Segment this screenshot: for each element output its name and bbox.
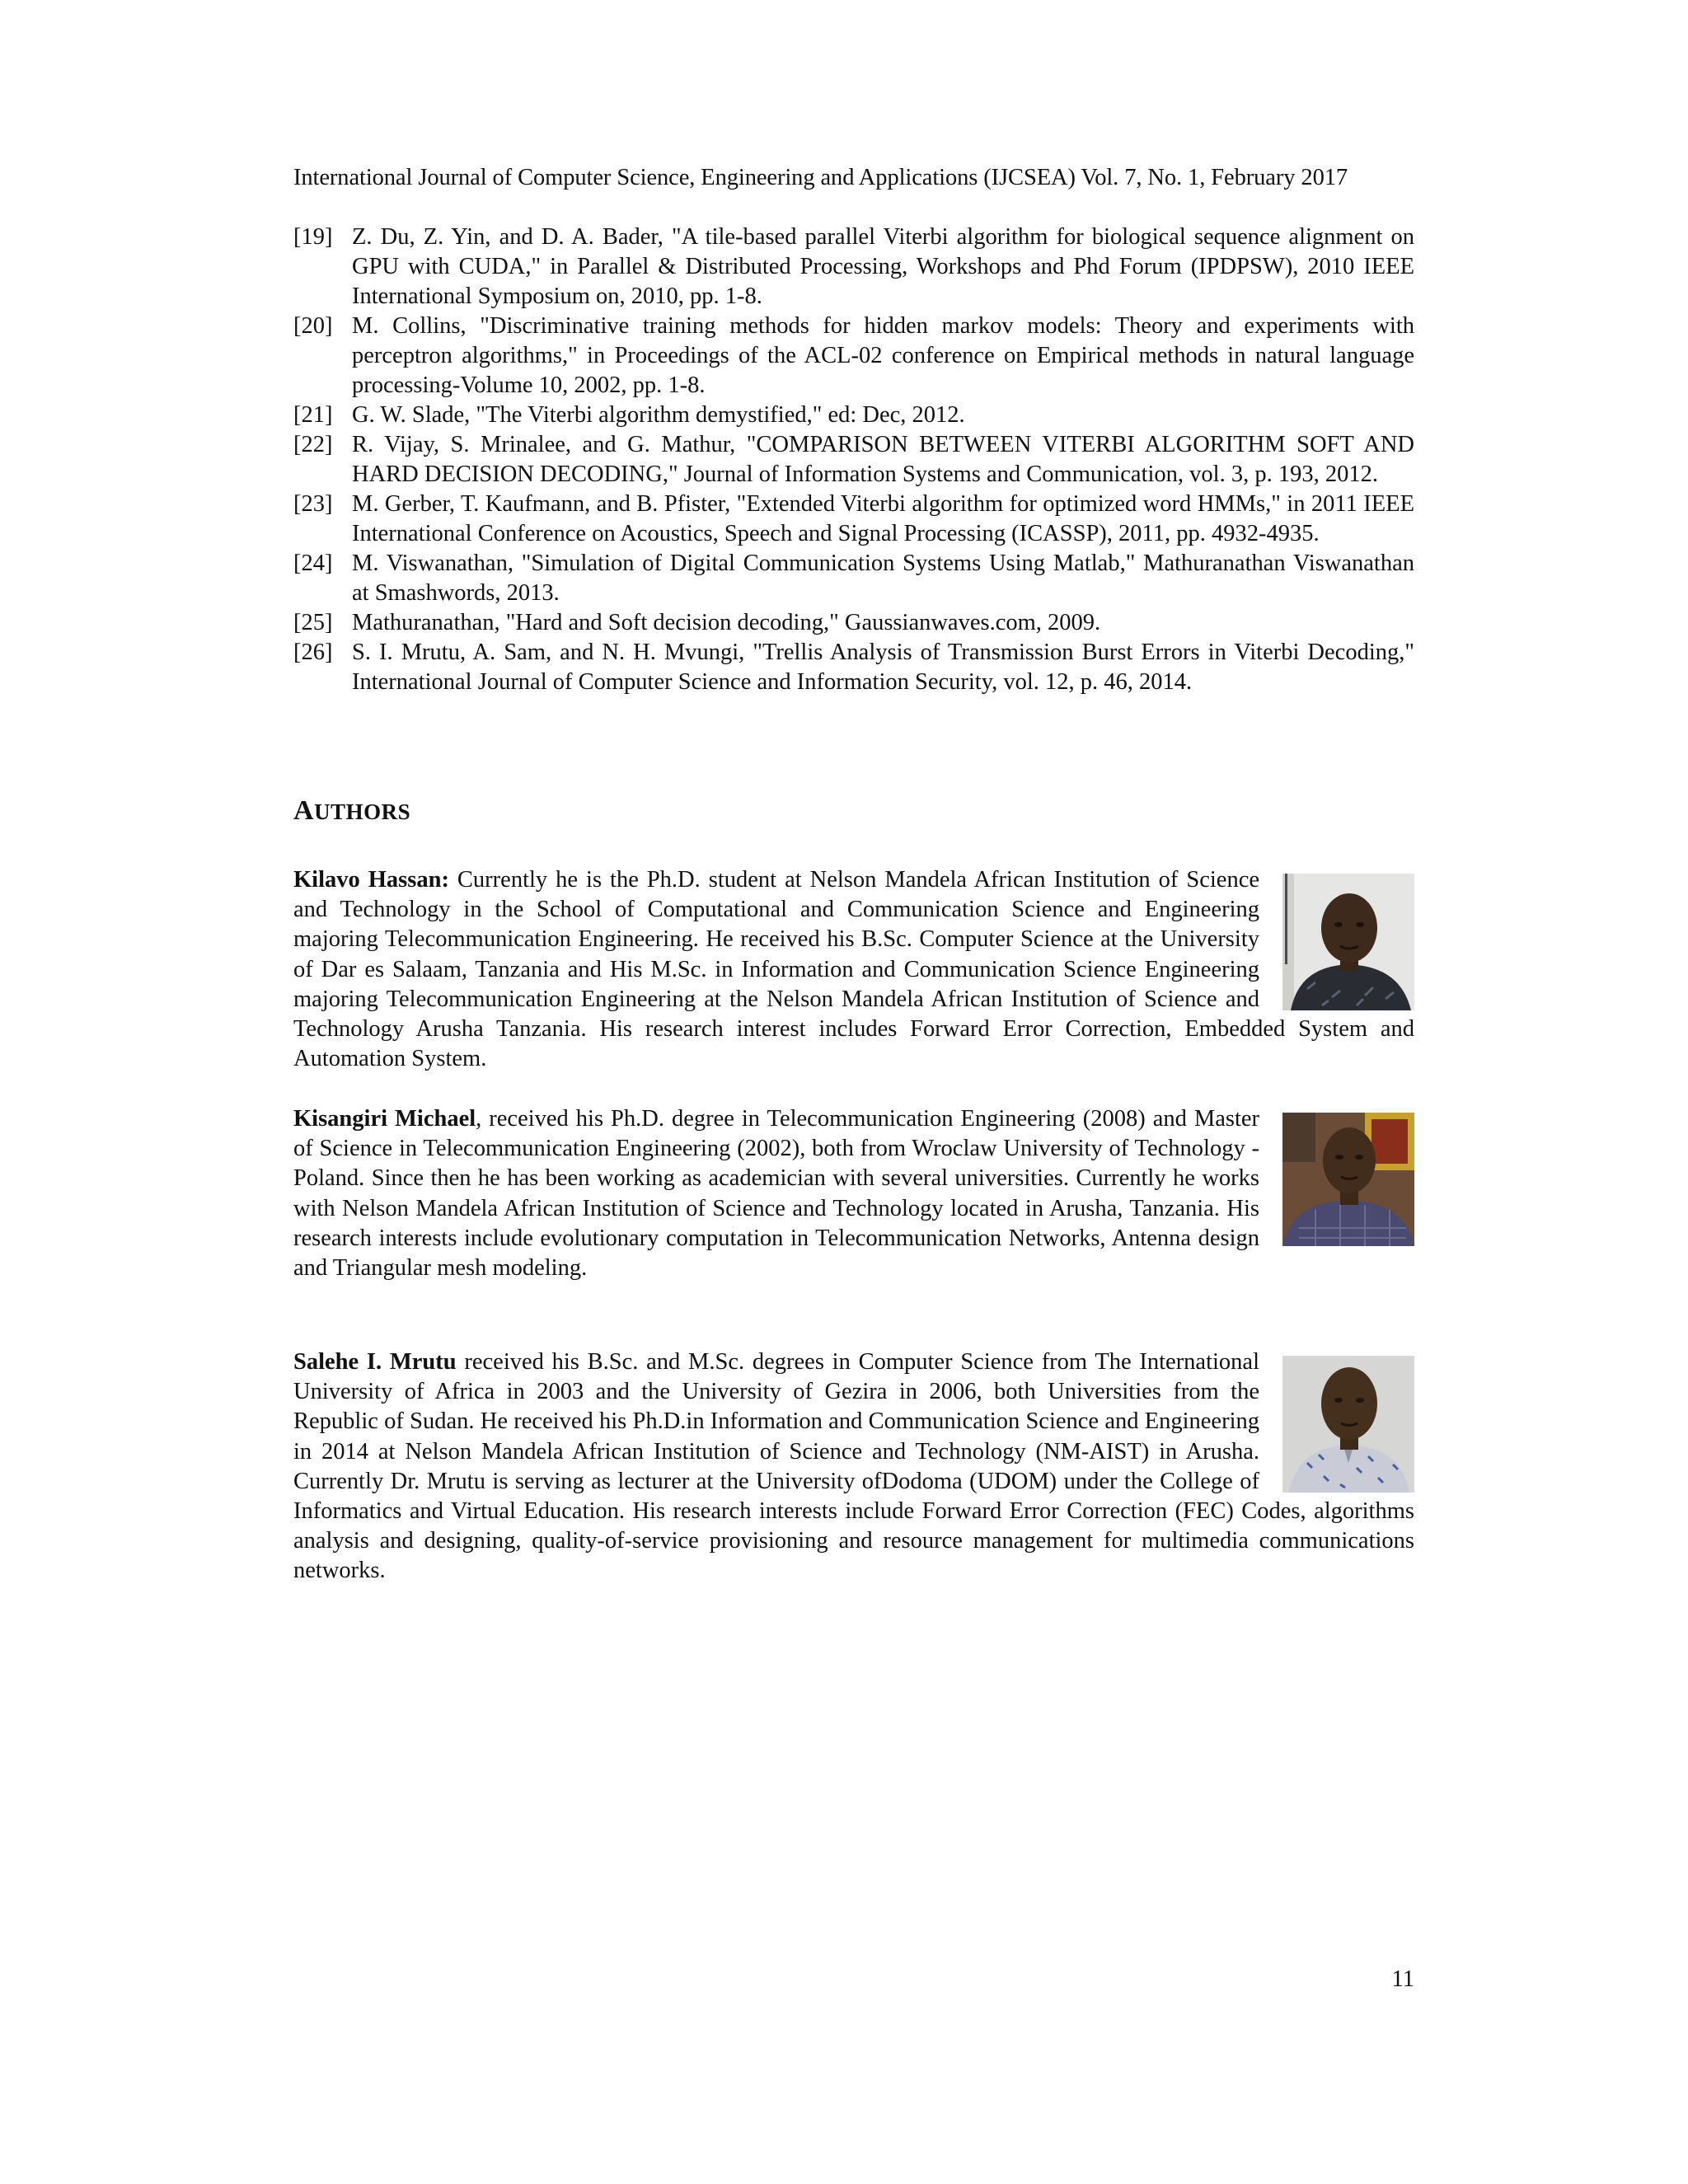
author-name: Salehe I. Mrutu [293, 1349, 457, 1375]
reference-item [293, 430, 1414, 490]
author-name: Kisangiri Michael [293, 1106, 476, 1132]
author-bio-text: , received his Ph.D. degree in Telecommunication Engineering (2008) and Master of Science in Telecommunication Engineering (2002), both from Wroclaw University of Technology - Poland. Since then he has been working as academician with several universities. Currently he works with Nelson Mandela African Institution of Science and Technology located in Arusha, Tanzania. His research interests include evolutionary computation in Telecommunication Networks, Antenna design and Triangular mesh modeling. [293, 1106, 1259, 1282]
reference-item [293, 401, 1414, 430]
author-bio-text: Currently he is the Ph.D. student at Nelson Mandela African Institution of Science and Technology in the School of Computational and Communication Science and Engineering majoring Telecommunication Engineering. He received his B.Sc. Computer Science at the University of Dar es Salaam, Tanzania and His M.Sc. in Information and Communication Science Engineering majoring Telecommunication Engineering at the Nelson Mandela African Institution of Science and Technology Arusha Tanzania. His research interest includes Forward Error Correction, Embedded System and Automation System. [293, 867, 1414, 1072]
reference-number: [20] [293, 313, 333, 339]
reference-number: [25] [293, 610, 333, 635]
reference-text: Mathuranathan, "Hard and Soft decision decoding," Gaussianwaves.com, 2009. [352, 610, 1101, 635]
author-bio-text: received his B.Sc. and M.Sc. degrees in Computer Science from The International University of Africa in 2003 and the University of Gezira in 2006, both Universities from the Republic of Sudan. He received his Ph.D.in Information and Communication Science and Engineering in 2014 at Nelson Mandela African Institution of Science and Technology (NM-AIST) in Arusha. Currently Dr. Mrutu is serving as lecturer at the University ofDodoma (UDOM) under the College of Informatics and Virtual Education. His research interests include Forward Error Correction (FEC) Codes, algorithms analysis and designing, quality-of-service provisioning and resource management for multimedia communications networks. [293, 1349, 1414, 1584]
author-bio [293, 1104, 1414, 1283]
reference-number: [23] [293, 491, 333, 517]
reference-text: M. Collins, "Discriminative training methods for hidden markov models: Theory and experiments with perceptron algorithms," in Proceedings of the ACL-02 conference on Empirical methods in natural language processing-Volume 10, 2002, pp. 1-8. [352, 313, 1414, 398]
reference-text: Z. Du, Z. Yin, and D. A. Bader, "A tile-based parallel Viterbi algorithm for biological sequence alignment on GPU with CUDA," in Parallel & Distributed Processing, Workshops and Phd Forum (IPDPSW), 2010 IEEE International Symposium on, 2010, pp. 1-8. [352, 224, 1414, 309]
reference-item [293, 549, 1414, 608]
reference-number: [24] [293, 551, 333, 576]
reference-item [293, 223, 1414, 312]
reference-text: M. Viswanathan, "Simulation of Digital Communication Systems Using Matlab," Mathuranathan Viswanathan at Smashwords, 2013. [352, 551, 1414, 606]
authors-heading-rest: UTHORS [314, 799, 411, 824]
reference-number: [26] [293, 640, 333, 665]
reference-text: M. Gerber, T. Kaufmann, and B. Pfister, "Extended Viterbi algorithm for optimized word HMMs," in 2011 IEEE International Conference on Acoustics, Speech and Signal Processing (ICASSP), 2011, pp. 4932-4935. [352, 491, 1414, 546]
reference-text: S. I. Mrutu, A. Sam, and N. H. Mvungi, "Trellis Analysis of Transmission Burst Errors in Viterbi Decoding," International Journal of Computer Science and Information Security, vol. 12, p. 46, 2014. [352, 640, 1414, 695]
reference-number: [21] [293, 402, 333, 428]
author-name: Kilavo Hassan: [293, 867, 449, 893]
reference-item [293, 312, 1414, 401]
page-number: 11 [1391, 1966, 1414, 1992]
author-photo [1282, 1356, 1414, 1493]
running-header: International Journal of Computer Science, Engineering and Applications (IJCSEA) Vol. 7, No. 1, February 2017 [293, 165, 1348, 190]
reference-number: [19] [293, 224, 333, 250]
reference-number: [22] [293, 432, 333, 457]
reference-text: R. Vijay, S. Mrinalee, and G. Mathur, "COMPARISON BETWEEN VITERBI ALGORITHM SOFT AND HARD DECISION DECODING," Journal of Information Systems and Communication, vol. 3, p. 193, 2012. [352, 432, 1414, 487]
authors-heading [293, 793, 410, 830]
reference-list [293, 223, 1414, 697]
authors-heading-initial: A [293, 795, 315, 826]
author-bio [293, 865, 1414, 1074]
reference-text: G. W. Slade, "The Viterbi algorithm demystified," ed: Dec, 2012. [352, 402, 965, 428]
reference-item [293, 638, 1414, 697]
reference-item [293, 490, 1414, 549]
author-photo [1282, 1113, 1414, 1246]
author-bio [293, 1347, 1414, 1586]
reference-item [293, 608, 1414, 638]
author-photo [1282, 874, 1414, 1010]
